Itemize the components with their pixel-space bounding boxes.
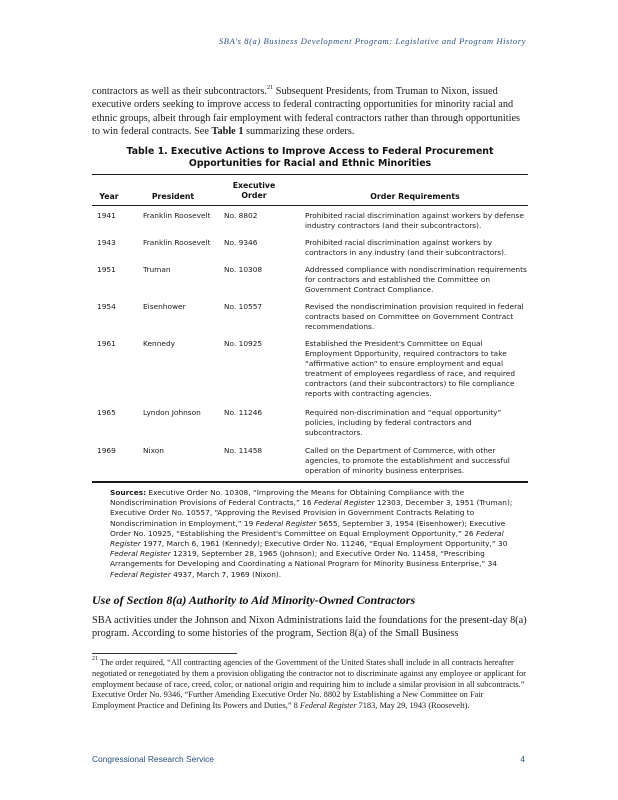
row-1943-year: 1943 — [97, 238, 116, 247]
sources-text-5: 12319, September 28, 1965 (Johnson); and Executive Order No. 11458, “Prescribing Arrangements for Developing and Coordinating a National Program for Minority Business Enterprise,” 34 — [110, 549, 498, 569]
sources-federal-register-3: Federal Register — [110, 528, 504, 549]
row-1961-year: 1961 — [97, 339, 116, 348]
row-1965-year: 1965 — [97, 408, 116, 417]
sources-federal-register-1: Federal Register — [313, 498, 375, 508]
table-bottom-rule — [92, 481, 528, 483]
sources-text-1: Executive Order No. 10308, “Improving the Means for Obtaining Compliance with the Nondiscrimination Provisions of Federal Contracts,” 16 — [110, 488, 465, 508]
footer-publisher: Congressional Research Service — [92, 754, 214, 764]
row-1961-order: No. 10925 — [224, 339, 263, 348]
row-1969-requirements: Called on the Department of Commerce, with other agencies, to promote the establishment and successful operation of minority business enterprises. — [305, 446, 510, 476]
row-1943-order: No. 9346 — [224, 238, 258, 247]
row-1969-president: Nixon — [143, 446, 164, 455]
sources-text-3: 5655, September 3, 1954 (Eisenhower); Executive Order No. 10925, “Establishing the President's Committee on Equal Employment Opportunity,” 26 — [110, 518, 506, 538]
table-title — [92, 146, 528, 170]
intro-text-3: summarizing these orders. — [243, 126, 355, 138]
row-1951-requirements: Addressed compliance with nondiscrimination requirements for contractors and established the Committee on Government Contract Compliance. — [305, 265, 527, 295]
row-1969-year: 1969 — [97, 446, 116, 455]
table-sources — [110, 488, 522, 580]
intro-paragraph — [92, 85, 528, 139]
footnote-21 — [92, 655, 528, 712]
footnote-text-2: 7183, May 29, 1943 (Roosevelt). — [356, 701, 470, 711]
row-1965-president: Lyndon Johnson — [143, 408, 201, 417]
sources-federal-register-4: Federal Register — [110, 549, 171, 559]
table-1-reference[interactable]: Table 1 — [211, 126, 244, 138]
footnote-ref-21[interactable]: 21 — [267, 83, 274, 91]
row-1951-order: No. 10308 — [224, 265, 263, 274]
col-header-order-line-1: Executive — [232, 181, 276, 190]
intro-text-2: Subsequent Presidents, from Truman to Nixon, issued executive orders seeking to improve access to federal contracting opportunities for minority racial and ethnic groups, albeit through fair employment with federal contractors rather than through opportunities to win federal contracts. See — [92, 86, 521, 138]
row-1954-requirements: Revised the nondiscrimination provision required in federal contracts based on Committee on Government Contract recommendations. — [305, 302, 524, 332]
row-1954-president: Eisenhower — [143, 302, 186, 311]
sources-label: Sources: — [110, 488, 147, 497]
col-header-year: Year — [99, 192, 119, 201]
col-header-order — [224, 181, 284, 201]
row-1969-order: No. 11458 — [224, 446, 263, 455]
row-1951-president: Truman — [143, 265, 171, 274]
row-1954-order: No. 10557 — [224, 302, 263, 311]
row-1941-requirements: Prohibited racial discrimination against workers by defense industry contractors (and their subcontractors). — [305, 211, 524, 231]
sources-text-2: 12303, December 3, 1951 (Truman); Executive Order No. 10557, “Approving the Revised Provision in Government Contracts Relating to Nondiscrimination in Employment,” 19 — [110, 498, 513, 528]
row-1961-requirements: Established the President's Committee on Equal Employment Opportunity, required contractors to take “affirmative action” to ensure employment and equal treatment of employees regardless of race, and required contractors (and their subcontractors) to file compliance reports with contracting agencies. — [305, 339, 516, 399]
table-title-line-2: Opportunities for Racial and Ethnic Minorities — [188, 158, 432, 169]
row-1941-president: Franklin Roosevelt — [143, 211, 211, 220]
running-header: SBA's 8(a) Business Development Program: Legislative and Program History — [218, 36, 526, 46]
table-title-line-1: Table 1. Executive Actions to Improve Access to Federal Procurement — [126, 146, 494, 157]
col-header-order-line-2: Order — [241, 191, 267, 200]
row-1941-order: No. 8802 — [224, 211, 258, 220]
footnote-separator — [92, 653, 237, 654]
table-header-rule — [92, 205, 528, 206]
row-1951-year: 1951 — [97, 265, 116, 274]
row-1961-president: Kennedy — [143, 339, 176, 348]
row-1943-president: Franklin Roosevelt — [143, 238, 211, 247]
footer-page-number: 4 — [520, 754, 525, 764]
footnote-text-1: The order required, “All contracting agencies of the Government of the United States shall include in all contracts hereafter negotiated or renegotiated by them a provision obligating the contractor not to discriminate against any employee or applicant for employment because of race, creed, color, or national origin and requiring him to include a similar provision in all subcontracts.” Executive Order No. 9346, “Further Amending Executive Order No. 8802 by Establishing a New Committee on Fair Employment Practice and Defining Its Powers and Duties,” 8 — [92, 658, 526, 711]
row-1941-year: 1941 — [97, 211, 116, 220]
row-1943-requirements: Prohibited racial discrimination against workers by contractors in any industry (and their subcontractors). — [305, 238, 507, 258]
row-1954-year: 1954 — [97, 302, 116, 311]
sources-federal-register-5: Federal Register — [110, 569, 171, 579]
col-header-president: President — [151, 192, 195, 201]
section-heading: Use of Section 8(a) Authority to Aid Minority-Owned Contractors — [92, 593, 416, 607]
sources-text-6: 4937, March 7, 1969 (Nixon). — [170, 569, 282, 579]
section-paragraph: SBA activities under the Johnson and Nixon Administrations laid the foundations for the present-day 8(a) program. According to some histories of the program, Section 8(a) of the Small Business — [92, 615, 527, 640]
row-1965-order: No. 11246 — [224, 408, 263, 417]
col-header-requirements: Order Requirements — [370, 192, 460, 201]
sources-federal-register-2: Federal Register — [255, 518, 317, 528]
sources-text-4: 1977, March 6, 1961 (Kennedy); Executive Order No. 11246, “Equal Employment Opportunity,” 30 — [140, 539, 508, 549]
intro-text-1: contractors as well as their subcontractors. — [92, 86, 267, 97]
row-1965-requirements: Required non-discrimination and “equal opportunity” policies, including by federal contractors and subcontractors. — [305, 408, 502, 438]
footnote-federal-register: Federal Register — [299, 701, 357, 711]
footnote-number: 21 — [92, 655, 99, 663]
table-top-rule — [92, 174, 528, 175]
